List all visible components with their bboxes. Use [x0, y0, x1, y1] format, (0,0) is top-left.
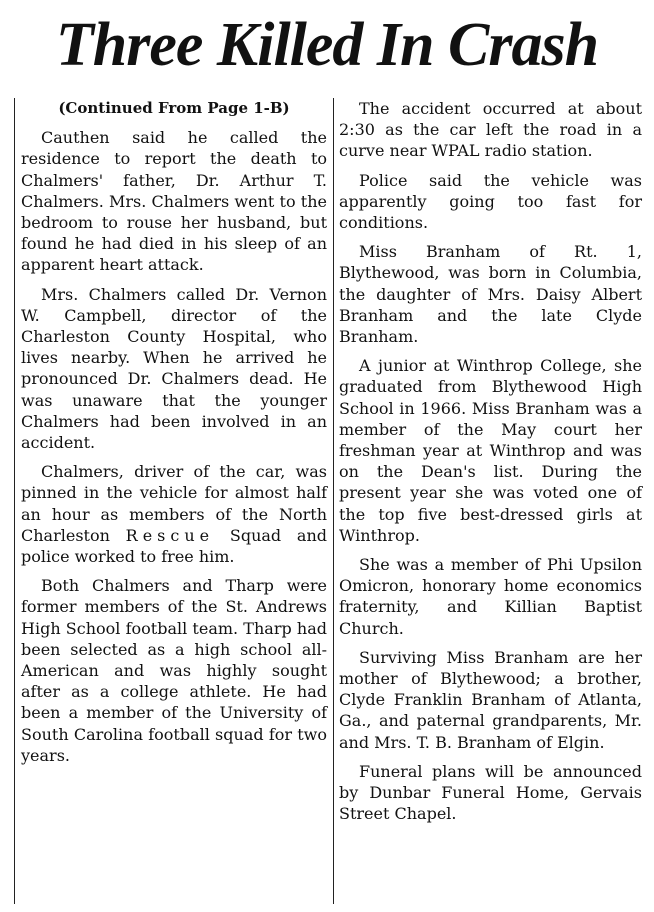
- article-paragraph: The accident occurred at about 2:30 as the car left the road in a curve near WPAL radio station.: [339, 99, 642, 161]
- rescue-text-before: Chalmers, driver of the car, was pinned in the vehicle for almost half an hour as members of the North Charleston: [21, 462, 327, 545]
- article-paragraph: Mrs. Chalmers called Dr. Vernon W. Campbell, director of the Charleston County Hospital, who lives nearby. When he arrived he pronounced Dr. Chalmers dead. He was unaware that the younger Chalmers had been involved in an accident.: [21, 284, 327, 453]
- article-paragraph: Miss Branham of Rt. 1, Blythewood, was born in Columbia, the daughter of Mrs. Daisy Albert Branham and the late Clyde Branham.: [339, 242, 642, 347]
- rescue-text-after: Squad and police worked to free him.: [21, 525, 327, 567]
- article-paragraph: Funeral plans will be announced by Dunbar Funeral Home, Gervais Street Chapel.: [339, 761, 642, 824]
- continued-note: (Continued From Page 1-B): [58, 99, 290, 117]
- article-paragraph: Cauthen said he called the residence to report the death to Chalmers' father, Dr. Arthur T. Chalmers. Mrs. Chalmers went to the bedroom to rouse her husband, but found he had died in his sleep of an apparent heart attack.: [21, 128, 327, 275]
- article-paragraph: Police said the vehicle was apparently going too fast for conditions.: [339, 170, 642, 233]
- article-paragraph: She was a member of Phi Upsilon Omicron, honorary home economics fraternity, and Killian Baptist Church.: [339, 555, 642, 638]
- left-column: [14, 98, 327, 904]
- article-paragraph: A junior at Winthrop College, she graduated from Blythewood High School in 1966. Miss Branham was a member of the May court her freshman year at Winthrop and was on the Dean's list. During the present year she was voted one of the top five best-dressed girls at Winthrop.: [339, 356, 642, 545]
- headline: Three Killed In Crash: [55, 11, 599, 79]
- article-paragraph: Surviving Miss Branham are her mother of Blythewood; a brother, Clyde Franklin Branham of Atlanta, Ga., and paternal grandparents, Mr. and Mrs. T. B. Branham of Elgin.: [339, 647, 642, 752]
- rescue-spaced-word: Rescue: [125, 525, 215, 545]
- article-paragraph: Both Chalmers and Tharp were former members of the St. Andrews High School football team. Tharp had been selected as a high school all-American and was highly sought after as a college athlete. He had been a member of the University of South Carolina football squad for two years.: [21, 576, 327, 765]
- article-paragraph-rescue: [21, 461, 327, 567]
- right-column: [333, 98, 642, 904]
